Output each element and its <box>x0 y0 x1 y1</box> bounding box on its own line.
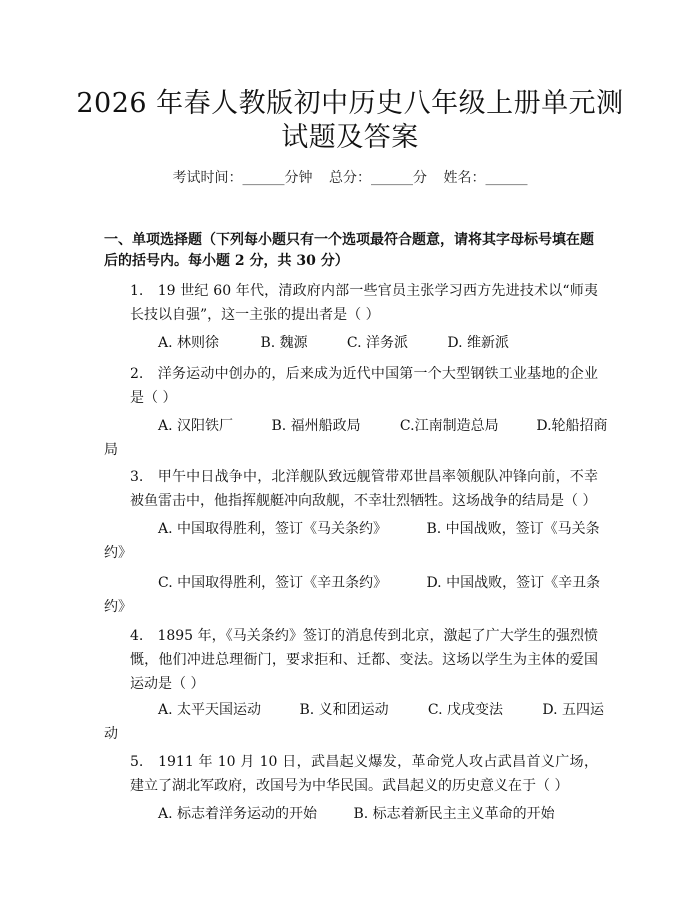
option-b: B. 福州船政局 <box>271 418 361 434</box>
option-c: C. 戊戌变法 <box>427 702 504 718</box>
question-3 <box>104 465 598 513</box>
option-c: C. 洋务派 <box>346 335 409 351</box>
option-a: A. 汉阳铁厂 <box>158 418 234 434</box>
question-1 <box>104 279 598 327</box>
option-b: B. 魏源 <box>260 335 308 351</box>
question-5-options <box>104 802 652 826</box>
question-stem: 3. 甲午中日战争中，北洋舰队致远舰管带邓世昌率领舰队冲锋向前，不幸被鱼雷击中，他指挥舰艇冲向敌舰，不幸壮烈牺牲。这场战争的结局是（ ） <box>130 469 598 509</box>
option-c: C.江南制造总局 <box>399 418 499 434</box>
question-3-options-row-2 <box>104 571 601 619</box>
question-4-options <box>104 698 604 746</box>
option-a: A. 林则徐 <box>158 335 220 351</box>
option-a: A. 标志着洋务运动的开始 <box>158 806 318 822</box>
question-stem: 1. 19 世纪 60 年代，清政府内部一些官员主张学习西方先进技术以“师夷长技以自强”，这一主张的提出者是（ ） <box>130 283 598 323</box>
question-5 <box>104 750 598 798</box>
option-d-wrap: 局 <box>104 442 118 458</box>
option-d: D. 中国战败，签订《辛丑条 <box>426 575 601 591</box>
option-d: D. 五四运 <box>542 702 604 718</box>
option-a: A. 太平天国运动 <box>158 702 262 718</box>
question-4 <box>104 624 598 696</box>
option-a: A. 中国取得胜利，签订《马关条约》 <box>158 521 388 537</box>
section-heading: 一、单项选择题（下列每小题只有一个选项最符合题意，请将其字母标号填在题后的括号内。每小题 2 分，共 30 分） <box>104 232 594 269</box>
name-field: 姓名：______ <box>443 170 528 186</box>
page-title-line-1: 2026 年春人教版初中历史八年级上册单元测 <box>76 88 624 119</box>
option-b: B. 中国战败，签订《马关条 <box>426 521 600 537</box>
question-2-options <box>104 414 608 462</box>
question-stem: 5. 1911 年 10 月 10 日，武昌起义爆发，革命党人攻占武昌首义广场，建立了湖北军政府，改国号为中华民国。武昌起义的历史意义在于（ ） <box>130 754 598 794</box>
question-3-options-row-1 <box>104 517 598 565</box>
option-c: C. 中国取得胜利，签订《辛丑条约》 <box>158 575 388 591</box>
exam-meta <box>0 168 700 188</box>
question-stem: 4. 1895 年，《马关条约》签订的消息传到北京，激起了广大学生的强烈愤慨，他们冲进总理衙门，要求拒和、迁都、变法。这场以学生为主体的爱国运动是（ ） <box>130 628 598 692</box>
option-b: B. 义和团运动 <box>299 702 389 718</box>
option-d-wrap: 约》 <box>104 599 132 615</box>
option-b-wrap: 约》 <box>104 545 132 561</box>
question-1-options <box>104 331 652 355</box>
exam-time-field: 考试时间：______分钟 <box>172 170 313 186</box>
total-score-field: 总分：______分 <box>329 170 427 186</box>
question-2 <box>104 362 598 410</box>
option-d: D. 维新派 <box>447 335 509 351</box>
option-b: B. 标志着新民主主义革命的开始 <box>353 806 555 822</box>
option-d: D.轮船招商 <box>536 418 608 434</box>
option-d-wrap: 动 <box>104 726 118 742</box>
question-stem: 2. 洋务运动中创办的，后来成为近代中国第一个大型钢铁工业基地的企业是（ ） <box>130 366 598 406</box>
page-title-line-2: 试题及答案 <box>281 122 419 153</box>
